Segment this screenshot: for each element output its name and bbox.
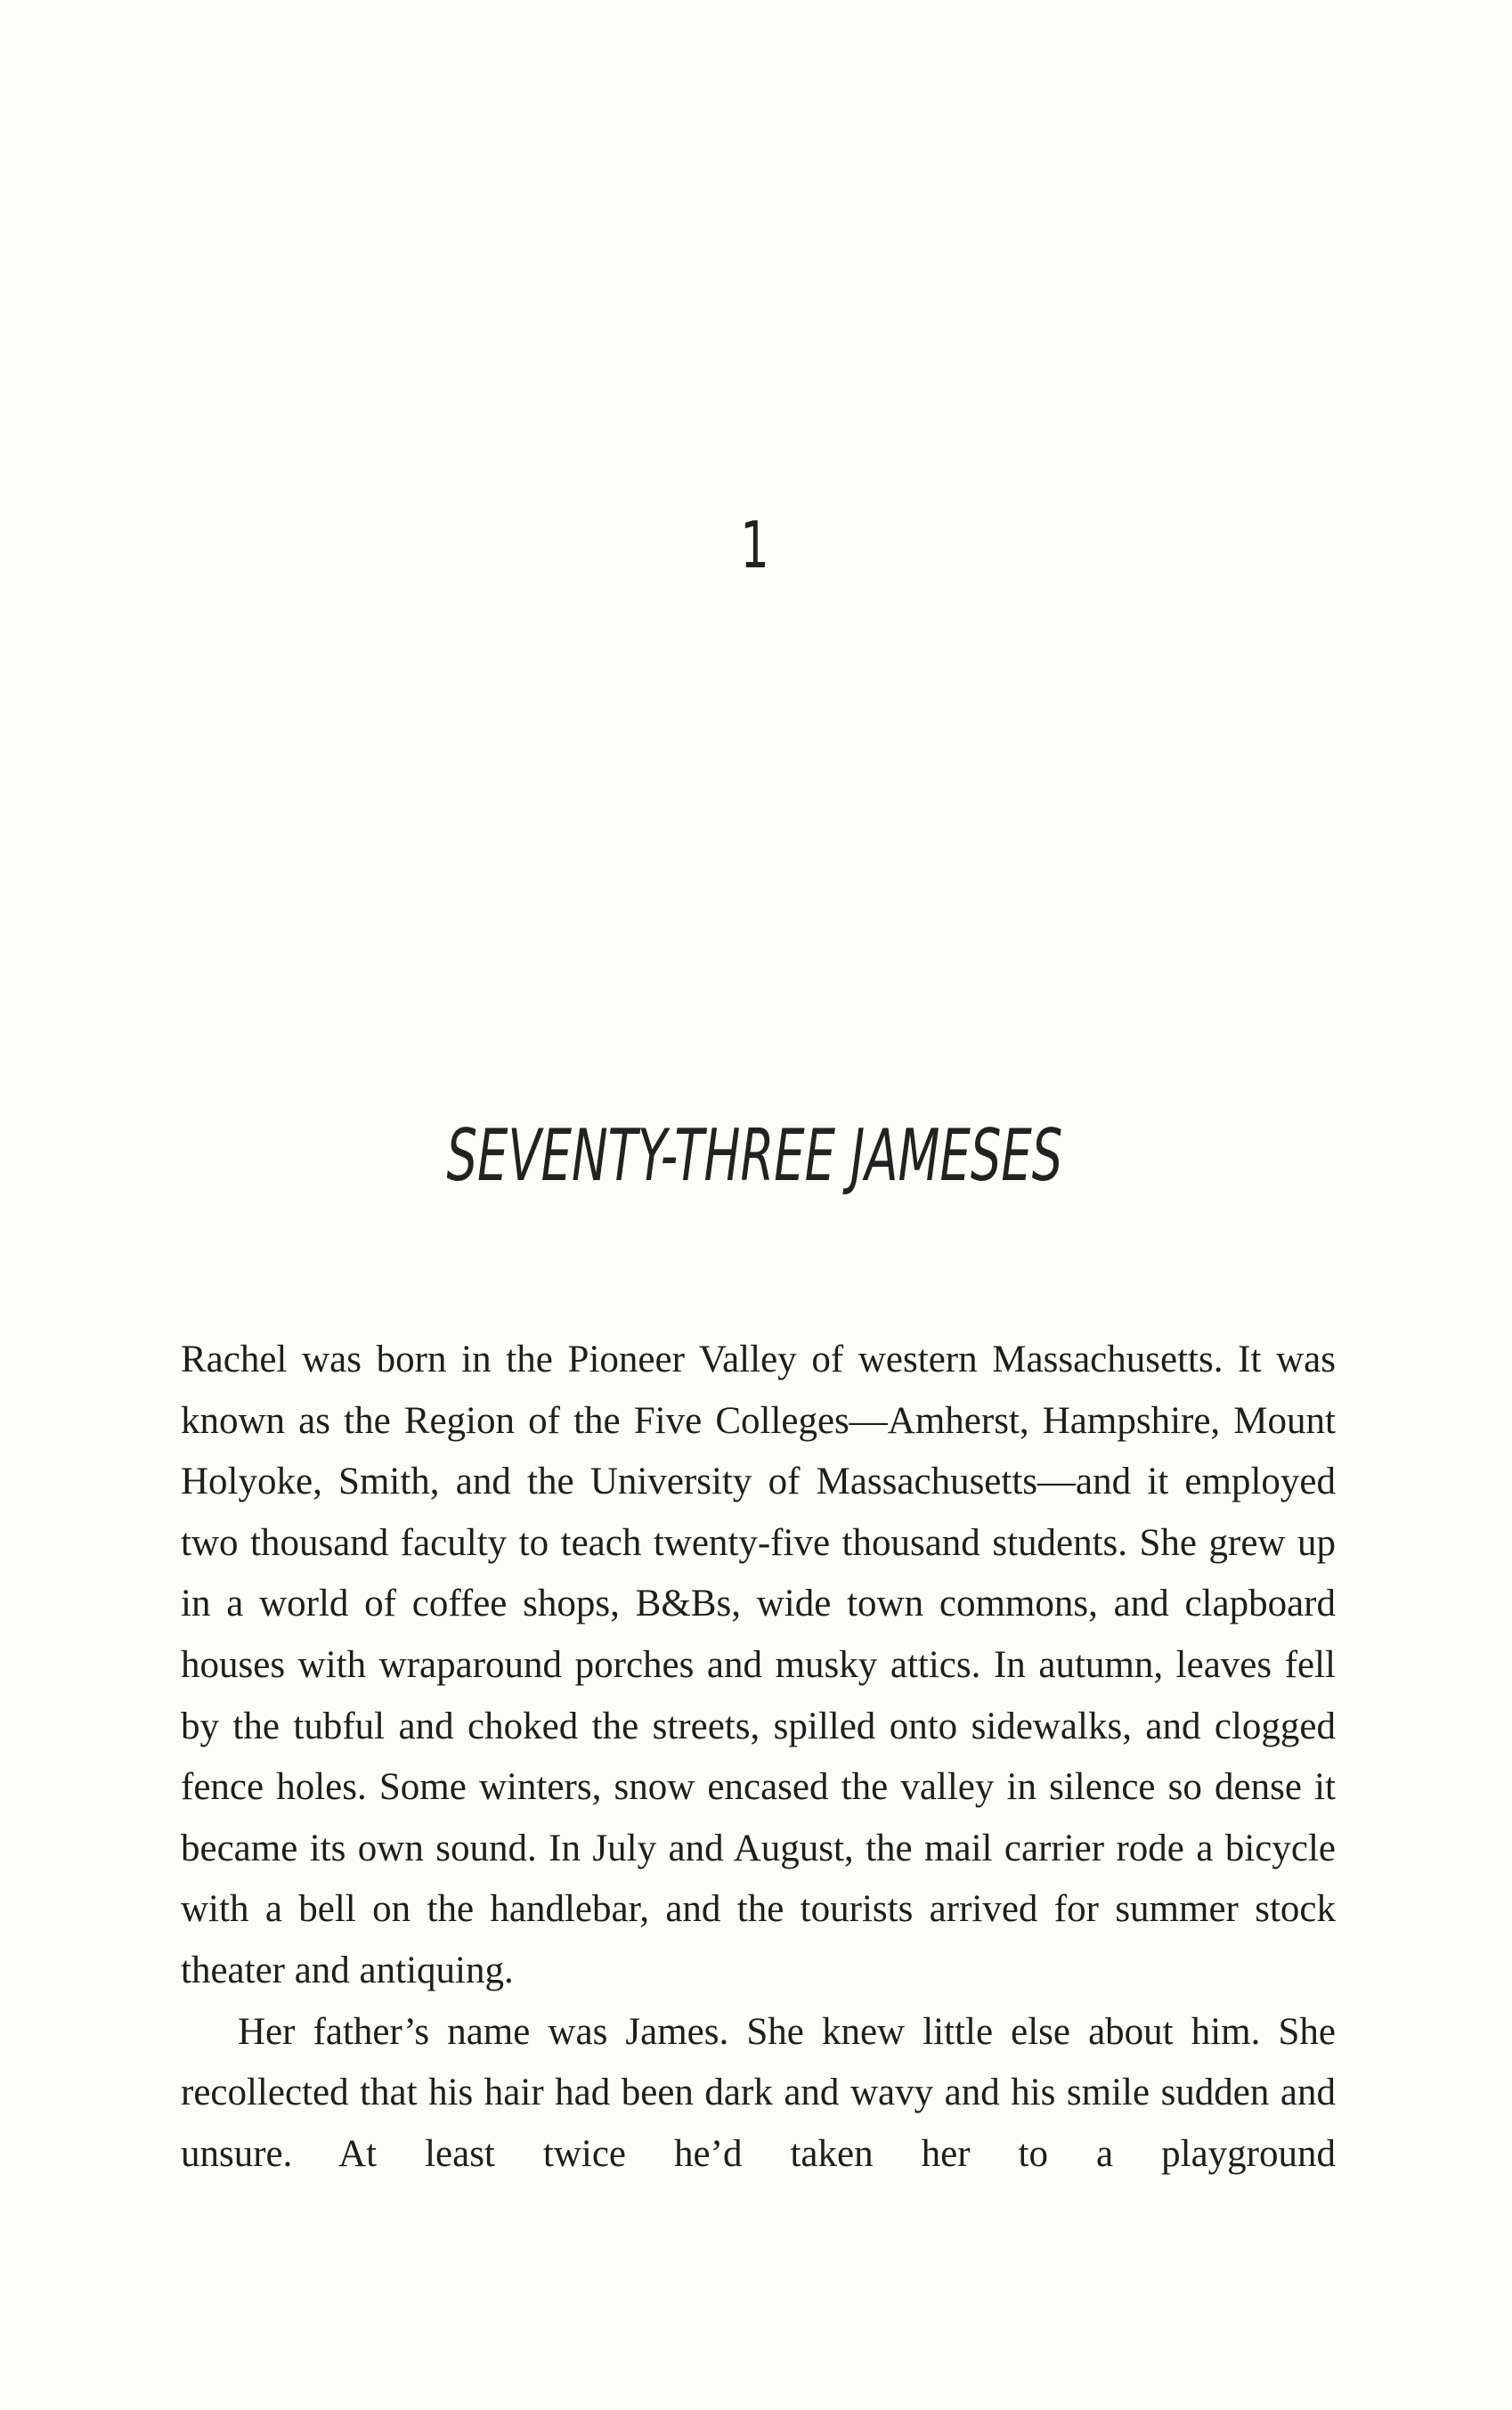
chapter-title: SEVENTY-THREE JAMESES (446, 1114, 1063, 1197)
paragraph: Rachel was born in the Pioneer Valley of western Massachusetts. It was known as the Region of the Five Colleges—Amherst, Hampshire, Mount Holyoke, Smith, and the University of Massachusetts—and it employed two thousand faculty to teach twenty-five thousand students. She grew up in a world of coffee shops, B&Bs, wide town commons, and clapboard houses with wraparound porches and musky attics. In autumn, leaves fell by the tubful and choked the streets, spilled onto sidewalks, and clogged fence holes. Some winters, snow encased the valley in silence so dense it became its own sound. In July and August, the mail carrier rode a bicycle with a bell on the handlebar, and the tourists arrived for summer stock theater and antiquing. (181, 1339, 1336, 1991)
chapter-body (181, 1330, 1336, 2185)
paragraph: Her father’s name was James. She knew little else about him. She recollected that his hair had been dark and wavy and his smile sudden and unsure. At least twice he’d taken her to a playground (181, 2010, 1336, 2175)
chapter-number: 1 (740, 508, 769, 582)
